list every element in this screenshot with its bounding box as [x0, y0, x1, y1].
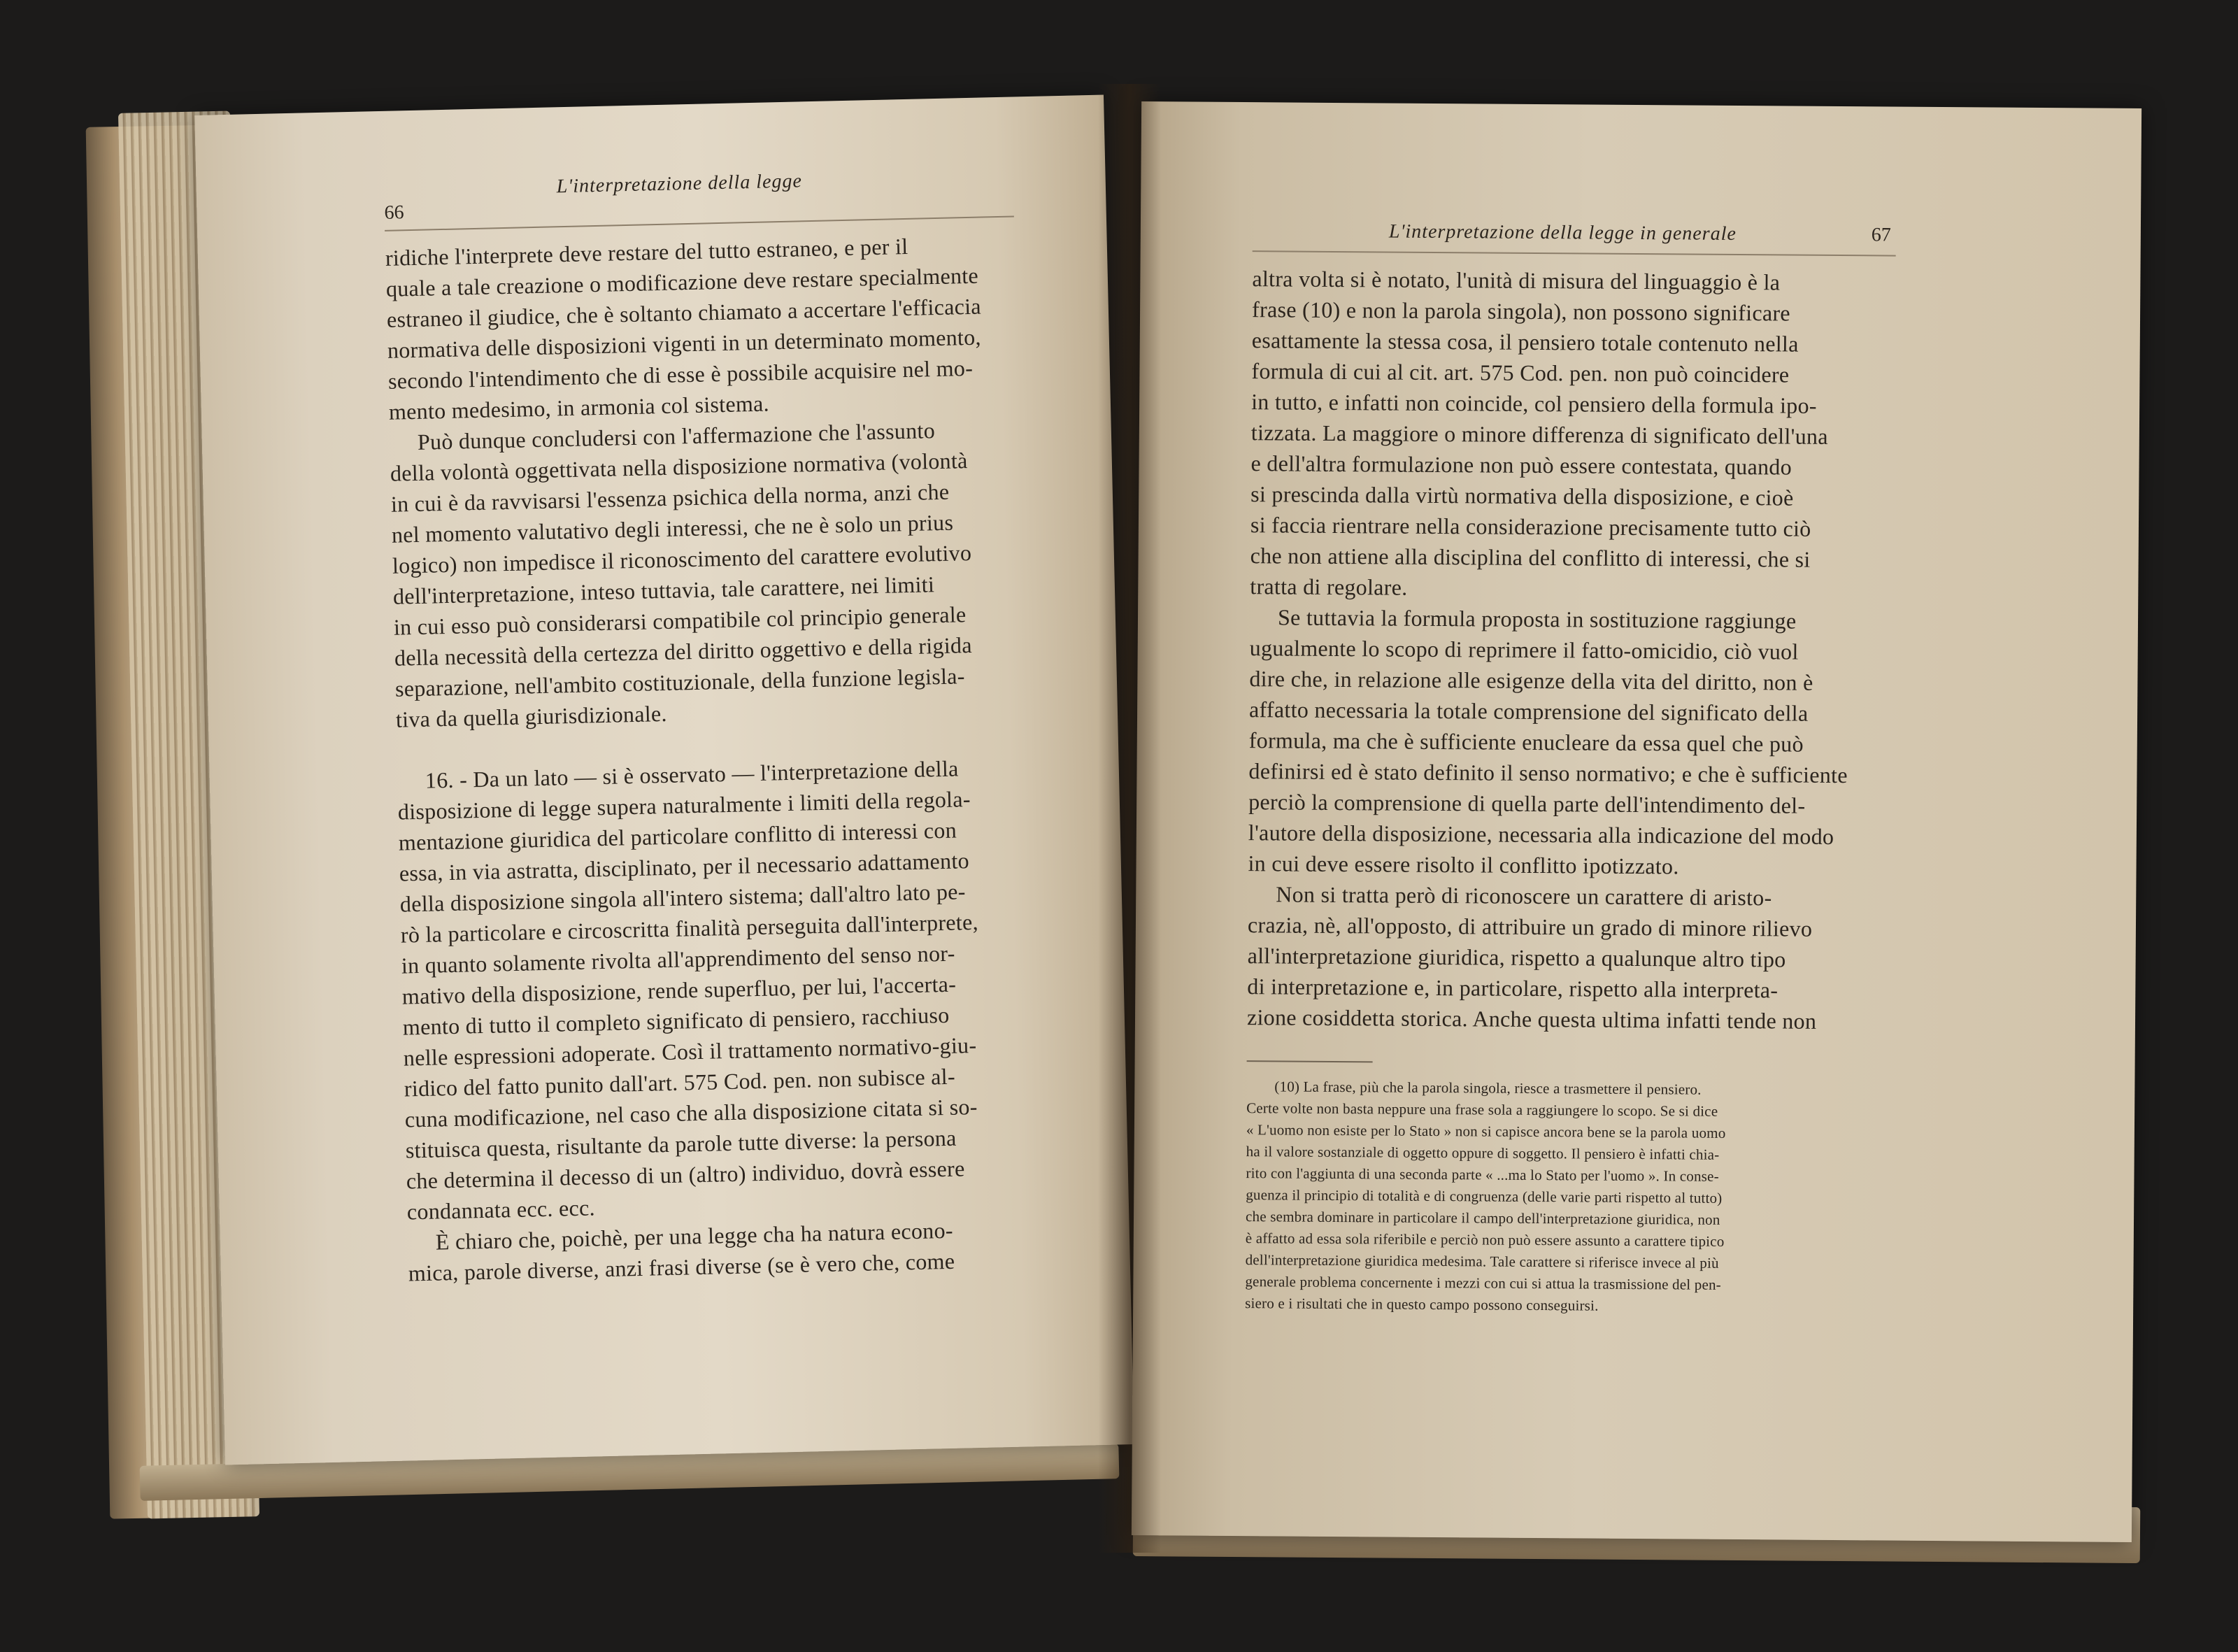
text-line: nel momento valutativo degli interessi, che ne è solo un prius	[391, 509, 954, 548]
footnote-line: guenza il principio di totalità e di congruenza (delle varie parti rispetto al tutto)	[1246, 1186, 1723, 1206]
text-line: Può dunque concludersi con l'affermazione che l'assunto	[417, 418, 936, 455]
text-line: in cui deve essere risolto il conflitto ipotizzato.	[1248, 850, 1679, 879]
text-line: condannata ecc. ecc.	[406, 1195, 596, 1225]
text-line: nelle espressioni adoperate. Così il trattamento normativo-giu-	[403, 1032, 977, 1071]
text-line: della volontà oggettivata nella disposizione normativa (volontà	[390, 448, 968, 486]
footnote-line: Certe volte non basta neppure una frase sola a raggiungere lo scopo. Se si dice	[1246, 1099, 1718, 1120]
text-line: l'autore della disposizione, necessaria alla indicazione del modo	[1248, 820, 1834, 849]
text-line: frase (10) e non la parola singola), non possono significare	[1251, 297, 1790, 326]
body-text	[1247, 263, 1896, 1037]
book-spine	[1098, 84, 1161, 1553]
text-line: perciò la comprensione di quella parte dell'intendimento del-	[1248, 789, 1806, 818]
footnote-line: ha il valore sostanziale di oggetto oppure di soggetto. Il pensiero è infatti chia-	[1246, 1143, 1720, 1163]
footnote-line: generale problema concernente i mezzi con cui si attua la trasmissione del pen-	[1245, 1273, 1721, 1293]
text-line: formula, ma che è sufficiente enucleare da essa quel che può	[1248, 727, 1804, 757]
text-line: cuna modificazione, nel caso che alla disposizione citata si so-	[404, 1093, 978, 1132]
text-line: ridiche l'interprete deve restare del tutto estraneo, e per il	[385, 233, 908, 271]
footnote-line: è affatto ad essa sola riferibile e perciò non può essere assunto a carattere tipico	[1245, 1230, 1725, 1250]
text-line: tizzata. La maggiore o minore differenza di significato dell'una	[1250, 420, 1828, 449]
page-number: 67	[1871, 224, 1891, 246]
running-head: L'interpretazione della legge	[556, 170, 803, 198]
footnote-line: dell'interpretazione giuridica medesima. Tale carattere si riferisce invece al più	[1245, 1251, 1719, 1272]
text-line: secondo l'intendimento che di esse è possibile acquisire nel mo-	[387, 355, 974, 394]
text-line: tratta di regolare.	[1250, 574, 1408, 600]
footnote-rule	[1247, 1060, 1373, 1062]
text-line: che non attiene alla disciplina del conflitto di interessi, che si	[1250, 543, 1811, 572]
text-line: dell'interpretazione, inteso tuttavia, tale carattere, nei limiti	[392, 571, 935, 609]
text-line: in tutto, e infatti non coincide, col pensiero della formula ipo-	[1251, 389, 1817, 418]
footnote-line: che sembra dominare in particolare il campo dell'interpretazione giuridica, non	[1245, 1208, 1720, 1228]
text-line: stituisca questa, risultante da parole tutte diverse: la persona	[405, 1125, 957, 1163]
text-line: tiva da quella giurisdizionale.	[395, 700, 668, 732]
text-line: in cui esso può considerarsi compatibile col principio generale	[393, 601, 967, 640]
text-line: Non si tratta però di riconoscere un carattere di aristo-	[1276, 881, 1772, 911]
text-line: si prescinda dalla virtù normativa della disposizione, e cioè	[1250, 481, 1794, 511]
text-line: crazia, nè, all'opposto, di attribuire un grado di minore rilievo	[1247, 912, 1813, 941]
text-line: disposizione di legge supera naturalmente i limiti della regola-	[397, 786, 971, 825]
running-head: L'interpretazione della legge in generale	[1388, 220, 1737, 245]
text-line: mica, parole diverse, anzi frasi diverse (se è vero che, come	[408, 1248, 955, 1286]
page-number: 66	[384, 201, 404, 224]
text-line: e dell'altra formulazione non può essere contestata, quando	[1250, 450, 1792, 480]
body-text	[385, 228, 1052, 1288]
text-line: si faccia rientrare nella considerazione precisamente tutto ciò	[1250, 512, 1811, 541]
text-line: esattamente la stessa cosa, il pensiero totale contenuto nella	[1251, 327, 1799, 357]
footnote-line: siero e i risultati che in questo campo possono conseguirsi.	[1245, 1295, 1599, 1314]
text-line: della necessità della certezza del diritto oggettivo e della rigida	[394, 632, 973, 671]
footnote-line: « L'uomo non esiste per lo Stato » non si capisce ancora bene se la parola uomo	[1246, 1121, 1726, 1141]
text-line: È chiaro che, poichè, per una legge cha ha natura econo-	[435, 1217, 954, 1255]
text-line: mento medesimo, in armonia col sistema.	[388, 390, 770, 425]
text-line: definirsi ed è stato definito il senso normativo; e che è sufficiente	[1248, 758, 1848, 788]
text-line: essa, in via astratta, disciplinato, per il necessario adattamento	[399, 848, 970, 886]
text-line: in quanto solamente rivolta all'apprendimento del senso nor-	[401, 940, 955, 978]
right-page	[1132, 101, 2141, 1542]
text-line: formula di cui al cit. art. 575 Cod. pen. non può coincidere	[1251, 358, 1790, 387]
text-line: in cui è da ravvisarsi l'essenza psichica della norma, anzi che	[390, 478, 950, 517]
text-line: mativo della disposizione, rende superfluo, per lui, l'accerta-	[401, 971, 957, 1009]
left-page	[194, 95, 1134, 1465]
text-line: zione cosiddetta storica. Anche questa ultima infatti tende non	[1246, 1004, 1817, 1034]
text-line: che determina il decesso di un (altro) individuo, dovrà essere	[406, 1155, 965, 1194]
text-line: quale a tale creazione o modificazione deve restare specialmente	[385, 262, 979, 301]
text-line: altra volta si è notato, l'unità di misura del linguaggio è la	[1252, 266, 1781, 295]
text-line: dire che, in relazione alle esigenze della vita del diritto, non è	[1249, 666, 1813, 695]
text-line: Se tuttavia la formula proposta in sostituzione raggiunge	[1277, 604, 1797, 634]
text-line: all'interpretazione giuridica, rispetto a qualunque altro tipo	[1247, 943, 1786, 972]
text-line: ridico del fatto punito dall'art. 575 Cod. pen. non subisce al-	[404, 1063, 956, 1102]
header-rule	[1253, 250, 1896, 256]
text-line: ugualmente lo scopo di reprimere il fatto-omicidio, ciò vuol	[1249, 635, 1799, 664]
text-line: mentazione giuridica del particolare conflitto di interessi con	[398, 817, 957, 855]
text-line: separazione, nell'ambito costituzionale, della funzione legisla-	[394, 663, 966, 702]
text-line: affatto necessaria la totale comprensione del significato della	[1248, 697, 1809, 726]
text-line: logico) non impedisce il riconoscimento del carattere evolutivo	[392, 539, 972, 578]
text-line: della disposizione singola all'intero sistema; dall'altro lato pe-	[399, 878, 967, 917]
text-line: mento di tutto il completo significato di pensiero, racchiuso	[402, 1002, 950, 1040]
text-line: di interpretazione e, in particolare, rispetto alla interpreta-	[1247, 974, 1779, 1003]
text-line: rò la particolare e circoscritta finalità perseguita dall'interprete,	[400, 909, 979, 948]
text-line: estraneo il giudice, che è soltanto chiamato a accertare l'efficacia	[386, 293, 982, 332]
footnote	[1245, 1076, 1890, 1318]
header-rule	[385, 215, 1014, 231]
footnote-line: rito con l'aggiunta di una seconda parte « ...ma lo Stato per l'uomo ». In conse-	[1246, 1165, 1719, 1185]
text-line: 16. - Da un lato — si è osservato — l'interpretazione della	[425, 755, 959, 793]
text-line: normativa delle disposizioni vigenti in un determinato momento,	[387, 324, 982, 363]
footnote-line: (10) La frase, più che la parola singola, riesce a trasmettere il pensiero.	[1274, 1078, 1702, 1098]
